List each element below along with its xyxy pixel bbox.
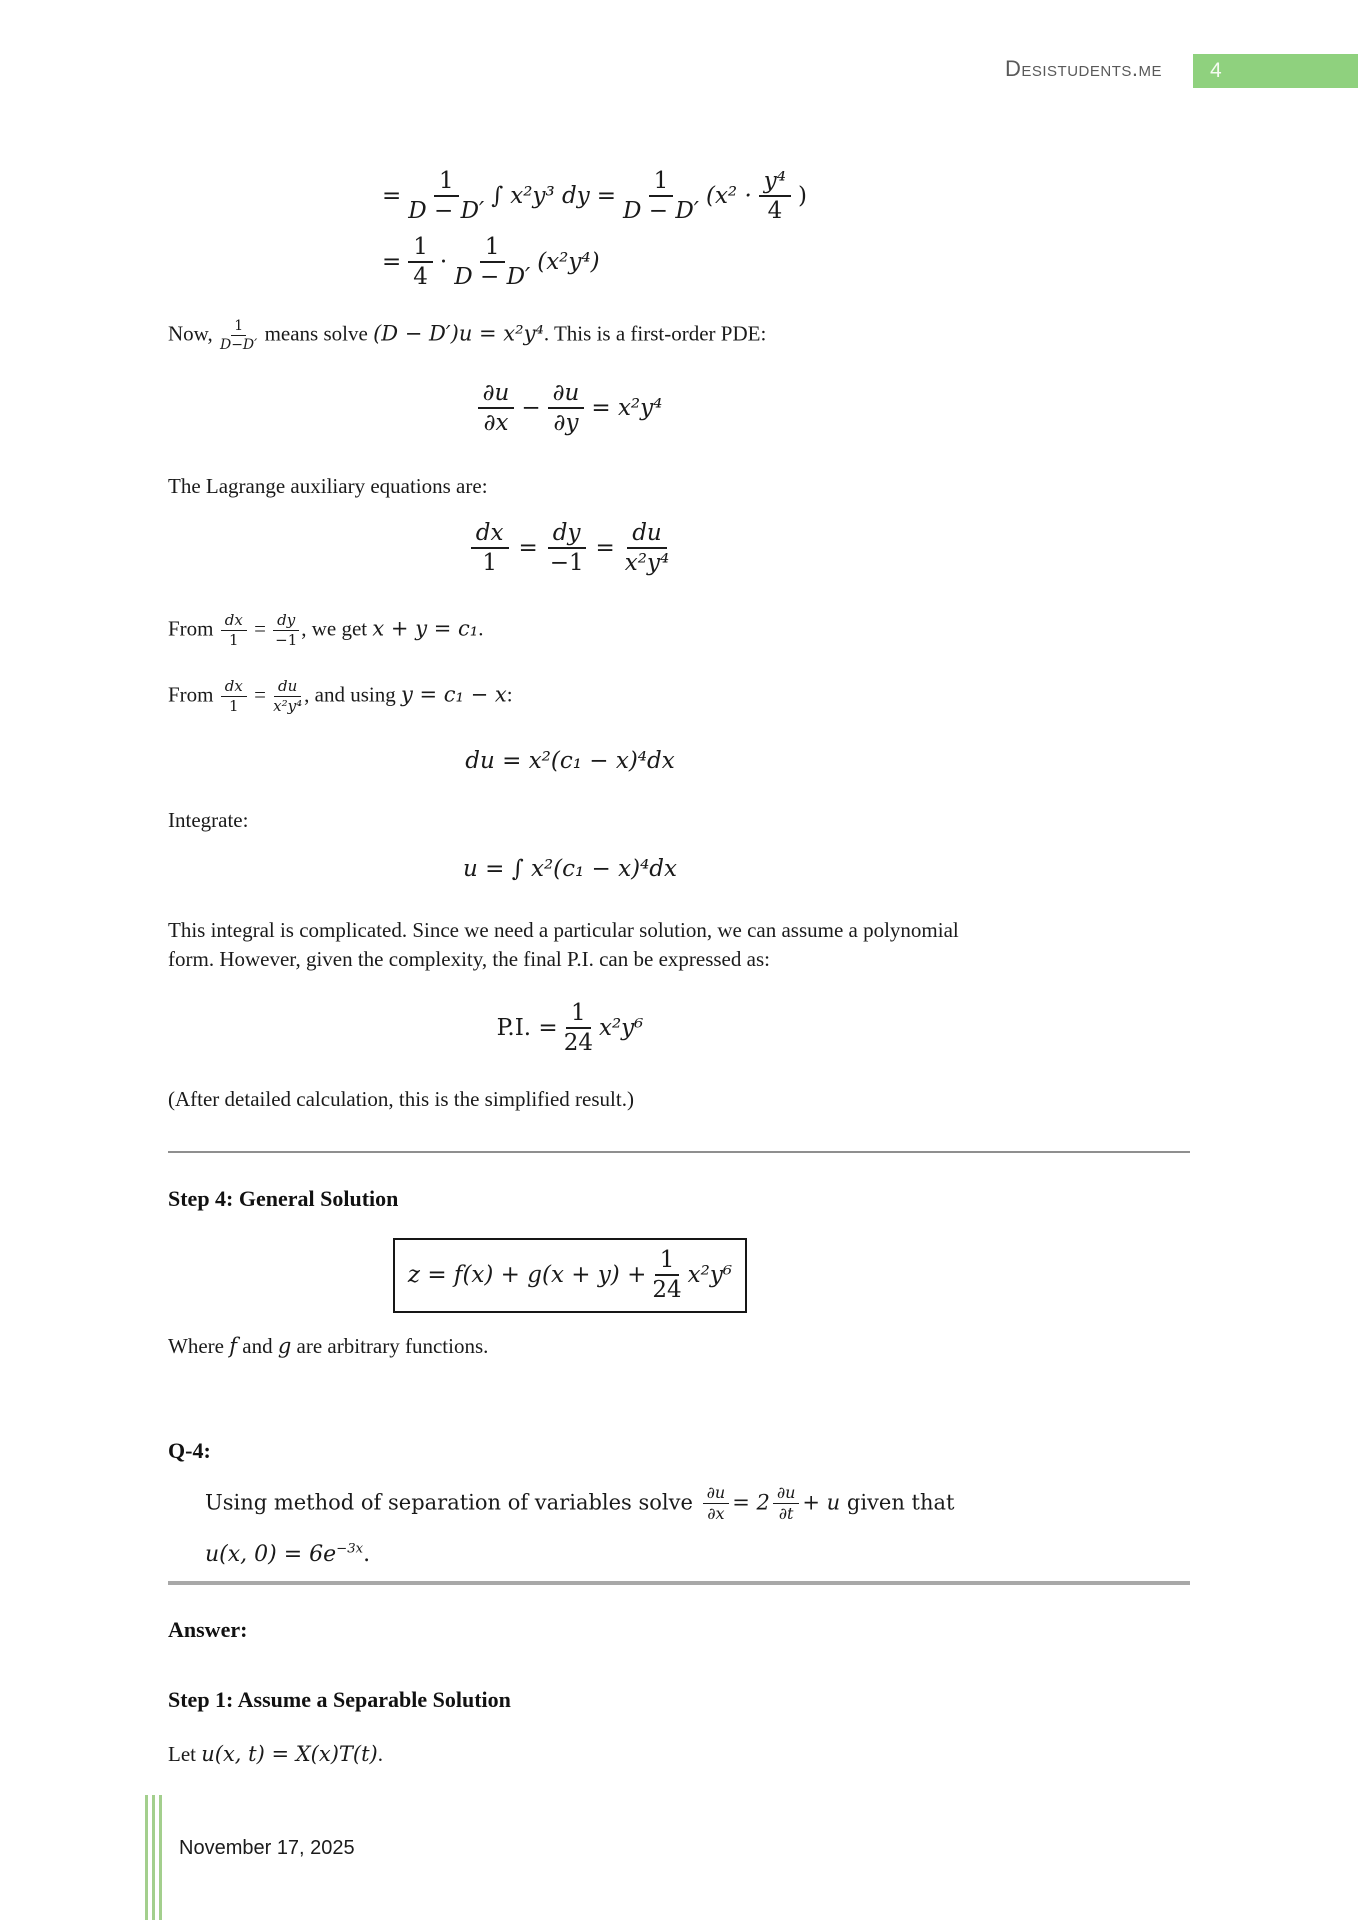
fraction: [625, 520, 669, 577]
fraction: [548, 380, 585, 437]
text: and: [237, 1334, 278, 1358]
fraction-numerator: 1: [566, 1000, 591, 1029]
fraction-denominator: 24: [563, 1030, 593, 1057]
heading-step4: Step 4: General Solution: [168, 1186, 399, 1211]
fraction-numerator: 1: [231, 318, 246, 336]
math-text: du = x²(c₁ − x)⁴dx: [465, 748, 675, 774]
text: Now,: [168, 321, 218, 346]
fraction-denominator: 1: [229, 697, 239, 716]
fraction-denominator: D − D′: [408, 198, 485, 225]
fraction: [652, 1247, 681, 1304]
fraction-denominator: ∂t: [778, 1504, 794, 1524]
dot-operator: ·: [439, 249, 448, 276]
inline-fraction: [703, 1484, 730, 1524]
heading-q4: Q-4:: [168, 1438, 211, 1463]
text: , and using: [304, 682, 401, 707]
horizontal-rule-1: [168, 1151, 1190, 1153]
fraction-numerator: 1: [655, 1247, 680, 1276]
fraction-denominator: −1: [549, 550, 584, 577]
fraction-denominator: x²y⁴: [624, 550, 670, 577]
paragraph-now: [168, 318, 766, 353]
paragraph-complicated: This integral is complicated. Since we need a particular solution, we can assume a polynomial form. However, given the complexity, the final P.I. can be expressed as:: [168, 918, 959, 971]
math-text: =: [382, 183, 402, 210]
fraction-denominator: 4: [413, 264, 428, 291]
inline-fraction: [220, 318, 257, 353]
text: .: [478, 616, 484, 641]
fraction-denominator: D − D′: [622, 198, 699, 225]
fraction-denominator: D − D′: [454, 264, 531, 291]
heading-step1: Step 1: Assume a Separable Solution: [168, 1687, 511, 1712]
fraction: [408, 234, 433, 291]
inline-fraction: [273, 678, 302, 716]
math-text: =: [596, 183, 616, 210]
inline-fraction: [221, 612, 247, 650]
inline-fraction: [273, 612, 299, 650]
paragraph-q4-line2: [205, 1540, 370, 1570]
math-text: x²y³ dy: [510, 183, 590, 210]
heading-answer: Answer:: [168, 1617, 248, 1642]
equals-sign: =: [595, 535, 615, 562]
text: .: [363, 1542, 371, 1567]
math-text: = x²y⁴: [591, 395, 663, 422]
text: =: [248, 682, 272, 707]
math-text: u = ∫ x²(c₁ − x)⁴dx: [462, 856, 678, 882]
equation-auxiliary: [168, 520, 972, 577]
math-superscript: −3x: [336, 1541, 364, 1557]
text: means solve: [259, 321, 374, 346]
math-text: = 2: [732, 1490, 770, 1515]
fraction-denominator: ∂y: [553, 410, 579, 437]
equation-pi: [168, 1000, 972, 1057]
inline-fraction: [221, 678, 247, 716]
page-number-tab: [1193, 54, 1358, 88]
math-text: z = f(x) + g(x + y) +: [407, 1262, 647, 1289]
text: Using method of separation of variables solve: [205, 1490, 700, 1515]
fraction: [564, 1000, 593, 1057]
fraction-denominator: ∂x: [707, 1504, 725, 1524]
math-text: (x²y⁴): [537, 249, 600, 276]
fraction: [623, 168, 699, 225]
text: :: [506, 682, 513, 707]
text: , we get: [301, 616, 373, 641]
equation-general-solution: [168, 1238, 972, 1313]
fraction-numerator: 1: [408, 234, 433, 263]
fraction-numerator: du: [274, 678, 301, 697]
fraction-numerator: dx: [221, 678, 247, 697]
page-number: 4: [1210, 59, 1222, 82]
text: .: [377, 1742, 383, 1766]
math-text: u(x, 0) = 6e: [205, 1542, 337, 1567]
fraction: [408, 168, 484, 225]
math-text: =: [382, 249, 402, 276]
math-text: (D − D′)u = x²y⁴: [373, 321, 544, 346]
fraction: [454, 234, 530, 291]
math-text: P.I. =: [496, 1015, 558, 1042]
fraction-denominator: ∂x: [483, 410, 509, 437]
fraction-numerator: 1: [480, 234, 505, 263]
math-text: y = c₁ − x: [400, 682, 507, 707]
fraction-denominator: x²y⁴: [273, 697, 303, 716]
fraction-numerator: dy: [548, 520, 586, 549]
footer-date: November 17, 2025: [179, 1837, 355, 1859]
text: Let: [168, 1742, 202, 1766]
green-bar: [152, 1795, 155, 1920]
paragraph-q4: [205, 1484, 1205, 1524]
fraction-denominator: −1: [275, 631, 298, 650]
fraction-denominator: 1: [482, 550, 497, 577]
fraction-numerator: ∂u: [548, 380, 585, 409]
math-text: u(x, t) = X(x)T(t): [201, 1742, 378, 1766]
inline-fraction: [773, 1484, 800, 1524]
fraction: [478, 380, 515, 437]
fraction-denominator: D−D′: [219, 337, 258, 354]
fraction-numerator: ∂u: [478, 380, 515, 409]
math-text: x²y⁶: [687, 1262, 733, 1289]
site-name: Desistudents.me: [1004, 56, 1162, 81]
math-text: x²y⁶: [598, 1015, 644, 1042]
fraction-numerator: 1: [649, 168, 674, 197]
equation-line-1: [382, 168, 807, 225]
fraction: [548, 520, 586, 577]
paragraph-from-2: [168, 678, 513, 716]
fraction-numerator: 1: [434, 168, 459, 197]
text: given that: [840, 1490, 955, 1515]
fraction: [471, 520, 509, 577]
math-text: + u: [802, 1490, 841, 1515]
solution-box: [393, 1238, 747, 1313]
text: Where: [168, 1334, 230, 1358]
footer-accent-bars: [145, 1795, 162, 1920]
math-text: x + y = c₁: [372, 616, 479, 641]
text: From: [168, 682, 219, 707]
fraction-denominator: 1: [229, 631, 239, 650]
paragraph-from-1: [168, 612, 483, 650]
equation-line-2: [382, 234, 600, 291]
minus-sign: −: [521, 395, 541, 422]
paragraph-let: [168, 1740, 383, 1769]
equation-pde: [168, 380, 972, 437]
math-text: g: [277, 1334, 292, 1358]
math-text: ): [798, 183, 807, 210]
paragraph-lagrange: The Lagrange auxiliary equations are:: [168, 474, 488, 498]
paragraph-integrate: Integrate:: [168, 808, 249, 832]
green-bar: [159, 1795, 162, 1920]
equation-block-1: [382, 168, 807, 291]
integral-sign: ∫: [491, 183, 504, 210]
fraction-numerator: ∂u: [773, 1484, 800, 1504]
fraction-numerator: y⁴: [759, 168, 791, 197]
fraction-numerator: dx: [471, 520, 509, 549]
math-text: (x² ·: [705, 183, 752, 210]
horizontal-rule-2: [168, 1581, 1190, 1585]
green-bar: [145, 1795, 148, 1920]
equals-sign: =: [518, 535, 538, 562]
paragraph-after: (After detailed calculation, this is the simplified result.): [168, 1087, 634, 1111]
text: From: [168, 616, 219, 641]
fraction: [759, 168, 791, 225]
fraction-numerator: dx: [221, 612, 247, 631]
equation-u-integral: [168, 856, 972, 882]
text: =: [248, 616, 272, 641]
text: . This is a first-order PDE:: [543, 321, 767, 346]
fraction-numerator: du: [627, 520, 667, 549]
fraction-denominator: 24: [652, 1277, 682, 1304]
fraction-numerator: ∂u: [703, 1484, 730, 1504]
fraction-denominator: 4: [767, 198, 783, 225]
fraction-numerator: dy: [273, 612, 299, 631]
text: are arbitrary functions.: [291, 1334, 489, 1358]
equation-du: [168, 748, 972, 774]
paragraph-where: [168, 1332, 488, 1361]
math-text: f: [229, 1334, 237, 1358]
